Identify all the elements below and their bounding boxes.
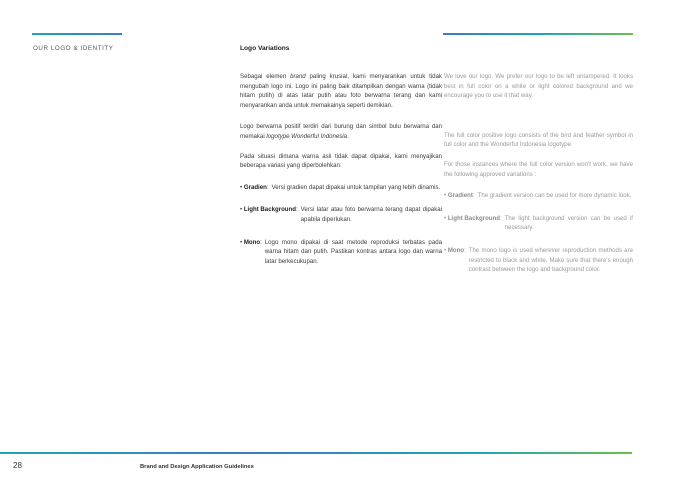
en-paragraph-logo: The full color positive logo consists of the bird and feather symbol in full color and the Wonderful Indonesia logotype. — [444, 131, 633, 149]
id-variation-light-background — [240, 205, 442, 224]
header-accent-rule-left — [32, 33, 122, 35]
section-label: OUR LOGO & IDENTITY — [33, 45, 114, 52]
id-p1-pre: Sebagai elemen — [240, 73, 291, 80]
footer-accent-rule — [0, 452, 632, 454]
id-paragraph-intro — [240, 72, 442, 110]
en-paragraph-situations: For those instances where the full color version won't work, we have the following approved variations : — [444, 160, 633, 178]
en-variation-light-background — [444, 214, 633, 233]
variation-desc: The gradient version can be used for more dynamic look. — [477, 192, 632, 200]
variation-desc: Versi latar atau foto berwarna terang dapat dipakai apabila diperlukan. — [300, 206, 442, 223]
variation-term: • Gradien: — [240, 183, 269, 191]
en-variation-gradient — [444, 191, 633, 201]
page-number: 28 — [13, 461, 22, 470]
page-heading: Logo Variations — [240, 45, 290, 52]
id-p2-pre: Logo berwarna positif terdiri dari burung dan simbol bulu berwarna dan memakai — [240, 123, 442, 140]
variation-term: • Gradient: — [444, 192, 475, 200]
english-column — [444, 72, 633, 275]
id-p1-post: paling krusial, kami menyarankan untuk tidak mengubah logo ini. Logo ini paling baik ditampilkan dengan warna (tidak hitam putih) di atas latar putih atau foto berwarna terang dan kami menyarankan anda untuk memakainya seperti demikian. — [240, 73, 442, 109]
id-p2-post: . — [347, 132, 349, 140]
variation-desc: Versi gradien dapat dipakai untuk tampilan yang lebih dinamis. — [271, 183, 441, 191]
id-p2-emphasis: logotype Wonderful Indonesia — [266, 132, 348, 140]
id-paragraph-situations: Pada situasi dimana warna asli tidak dapat dipakai, kami menyajikan beberapa variasi yang diperbolehkan: — [240, 152, 442, 170]
footer-title: Brand and Design Application Guidelines — [140, 464, 254, 470]
en-variation-mono — [444, 246, 633, 275]
variation-term: • Mono: — [240, 238, 262, 246]
id-variation-gradien — [240, 183, 442, 193]
variation-desc: The mono logo is used wherever reproduction methods are restricted to black and white. Make sure that there's enough contrast between the logo and background color. — [468, 246, 633, 274]
en-paragraph-intro: We love our logo. We prefer our logo to be left untampered. It looks best in full color on a white or light colored background and we encourage you to use it that way. — [444, 73, 633, 100]
variation-desc: Logo mono dipakai di saat metode reproduksi terbatas pada warna hitam dan putih. Pastikan kontras antara logo dan warna latar berkecukupan. — [264, 238, 442, 265]
id-variation-mono — [240, 238, 442, 267]
variation-term: • Mono: — [444, 246, 466, 254]
indonesian-column — [240, 72, 442, 266]
variation-term: • Light Background: — [240, 206, 298, 214]
header-accent-rule-right — [443, 33, 633, 35]
id-paragraph-logo — [240, 122, 442, 141]
variation-desc: The light background version can be used if necessary. — [504, 214, 633, 232]
id-p1-emphasis: brand — [290, 73, 306, 80]
variation-term: • Light Background: — [444, 214, 502, 222]
